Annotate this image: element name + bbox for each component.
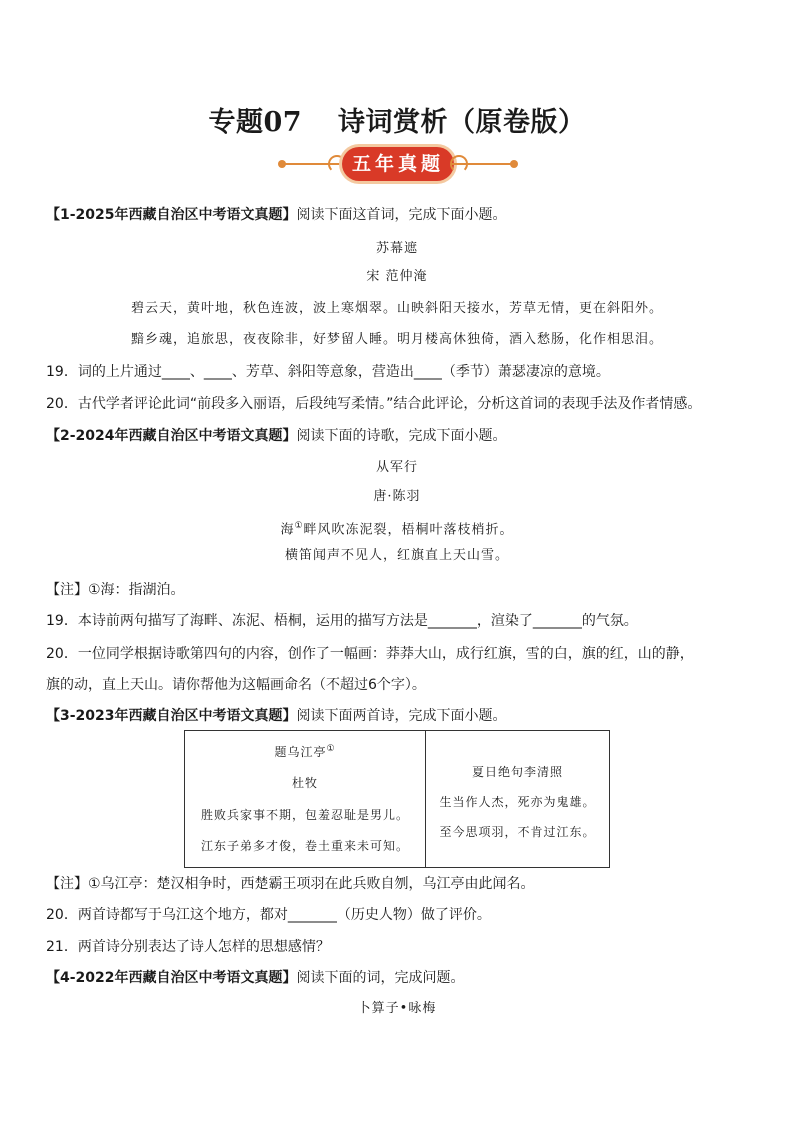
section-banner [278, 147, 518, 181]
section1-poem-title: 苏幕遮 [375, 241, 418, 256]
title-part1: 专题07 [208, 107, 303, 138]
section4-source: 【4-2022年西藏自治区中考语文真题】 [46, 970, 297, 986]
section2-heading [46, 426, 507, 446]
section4-heading [46, 968, 465, 988]
section1-source: 【1-2025年西藏自治区中考语文真题】 [46, 207, 297, 223]
section2-q20-line1: 20．一位同学根据诗歌第四句的内容，创作了一幅画：莽莽大山，成行红旗，雪的白，旗的红，山的静， [46, 646, 694, 662]
section2-poem-line1 [0, 517, 794, 539]
section1-q20: 20．古代学者评论此词“前段多入丽语，后段纯写柔情。”结合此评论，分析这首词的表现手法及作者情感。 [46, 396, 702, 412]
poem1-author: 杜牧 [291, 776, 318, 790]
banner-badge: 五年真题 [342, 147, 454, 181]
poem1-title-sup: ① [326, 744, 336, 754]
section3-heading [46, 706, 507, 726]
banner-line-right [452, 163, 514, 165]
section3-note: 【注】①乌江亭：楚汉相争时，西楚霸王项羽在此兵败自刎，乌江亭由此闻名。 [46, 876, 535, 892]
section1-instruction: 阅读下面这首词，完成下面小题。 [296, 207, 507, 223]
table-cell-poem2 [426, 731, 609, 867]
section3-q20: 20．两首诗都写于乌江这个地方，都对_______（历史人物）做了评价。 [46, 907, 491, 923]
section2-poem-title: 从军行 [375, 460, 418, 475]
section3-q21: 21．两首诗分别表达了诗人怎样的思想感情？ [46, 939, 330, 955]
section2-line1-sup: ① [294, 521, 304, 531]
poem1-title: 题乌江亭① [274, 744, 336, 759]
section2-line1-a: 海 [280, 522, 295, 538]
title-part2: 诗词赏析（原卷版） [338, 107, 586, 138]
poem1-line2: 江东子弟多才俊，卷土重来未可知。 [200, 839, 409, 853]
page-title [0, 100, 794, 139]
section2-poem-author: 唐·陈羽 [373, 489, 421, 504]
banner-dot-right-icon [510, 160, 518, 168]
poem2-line1: 生当作人杰，死亦为鬼雄。 [439, 795, 596, 809]
section1-poem-author: 宋 范仲淹 [366, 269, 428, 284]
poem-comparison-table [184, 730, 610, 868]
section4-poem-title: 卜算子•咏梅 [357, 1001, 437, 1016]
section2-note: 【注】①海：指湖泊。 [46, 582, 185, 598]
section1-heading [46, 205, 507, 225]
table-cell-poem1 [185, 731, 426, 867]
section4-instruction: 阅读下面的词，完成问题。 [296, 970, 465, 986]
section1-q19: 19．词的上片通过____、____、芳草、斜阳等意象，营造出____（季节）萧瑟凄凉的意境。 [46, 364, 610, 380]
poem2-line2: 至今思项羽，不肯过江东。 [439, 825, 596, 839]
section1-poem-line2: 黯乡魂，追旅思，夜夜除非，好梦留人睡。明月楼高休独倚，酒入愁肠，化作相思泪。 [130, 332, 663, 347]
section2-q19: 19．本诗前两句描写了海畔、冻泥、梧桐，运用的描写方法是_______，渲染了_______的气氛。 [46, 613, 638, 629]
section3-source: 【3-2023年西藏自治区中考语文真题】 [46, 708, 297, 724]
section2-source: 【2-2024年西藏自治区中考语文真题】 [46, 428, 297, 444]
section1-poem-line1: 碧云天，黄叶地，秋色连波，波上寒烟翠。山映斜阳天接水，芳草无情，更在斜阳外。 [130, 301, 663, 316]
section3-instruction: 阅读下面两首诗，完成下面小题。 [296, 708, 507, 724]
section2-q20-line2: 旗的动，直上天山。请你帮他为这幅画命名（不超过6个字）。 [46, 677, 426, 693]
section2-line1-b: 畔风吹冻泥裂，梧桐叶落枝梢折。 [303, 522, 514, 538]
poem2-title: 夏日绝句李清照 [471, 765, 563, 779]
section2-poem-line2: 横笛闻声不见人，红旗直上天山雪。 [284, 548, 509, 563]
section2-instruction: 阅读下面的诗歌，完成下面小题。 [296, 428, 507, 444]
poem1-line1: 胜败兵家事不期，包羞忍耻是男儿。 [200, 808, 409, 822]
